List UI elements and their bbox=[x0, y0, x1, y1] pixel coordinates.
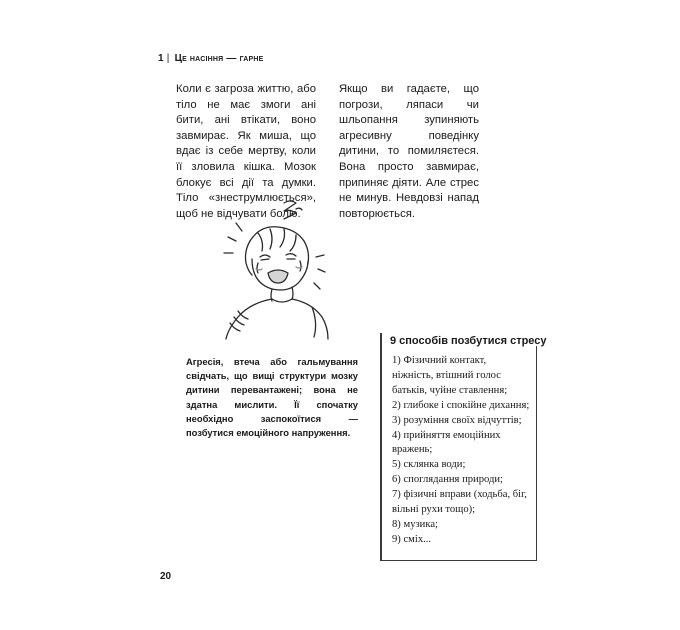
stress-tips-list bbox=[392, 354, 530, 548]
list-item-number: 3) bbox=[392, 414, 401, 426]
crying-child-illustration bbox=[188, 195, 333, 340]
paragraph-punishment: Якщо ви гадаєте, що погрози, ляпаси чи шльопання зупиняють агресивну поведінку дитини, то помиляєтеся. Вона просто завмирає, припиняє діяти. Але стрес не минув. Невдовзі напад повторюється. bbox=[339, 83, 479, 220]
chapter-title: Це насіння — гарне bbox=[174, 53, 264, 64]
list-item bbox=[392, 354, 530, 399]
list-item bbox=[392, 414, 530, 429]
list-item bbox=[392, 518, 530, 533]
list-item bbox=[392, 473, 530, 488]
list-item-number: 6) bbox=[392, 474, 401, 486]
list-item-text: склянка води; bbox=[403, 459, 466, 471]
list-item-text: фізичні вправи (ходьба, біг, вільні рухи тощо); bbox=[392, 489, 527, 516]
list-item-number: 8) bbox=[392, 518, 401, 530]
list-item-number: 5) bbox=[392, 459, 401, 471]
list-item-text: споглядання природи; bbox=[403, 474, 503, 486]
text-column-right bbox=[339, 82, 479, 222]
list-item-text: глибоке і спокійне дихання; bbox=[403, 399, 530, 411]
list-item bbox=[392, 429, 530, 459]
list-item-text: розуміння своїх відчуттів; bbox=[403, 414, 522, 426]
list-item-number: 9) bbox=[392, 533, 401, 545]
list-item-number: 4) bbox=[392, 429, 401, 441]
list-item bbox=[392, 458, 530, 473]
paragraph-freeze: Коли є загроза життю, або тіло не має змоги ані бити, ані втікати, воно завмирає. Як миша, що вдає із себе мертву, коли її зловила кішка. Мозок блокує всі дії та думки. Тіло «знеструмлюється», щоб не відчувати болю. bbox=[176, 83, 316, 220]
header-separator: | bbox=[166, 53, 170, 64]
list-item-text: музика; bbox=[403, 518, 438, 530]
stress-tips-title: 9 способів позбутися стресу bbox=[390, 335, 547, 347]
list-item-number: 2) bbox=[392, 399, 401, 411]
list-item-text: прийняття емоційних вражень; bbox=[392, 429, 501, 456]
list-item bbox=[392, 533, 530, 548]
list-item bbox=[392, 399, 530, 414]
list-item bbox=[392, 488, 530, 518]
running-header bbox=[158, 53, 264, 64]
list-item-text: сміх... bbox=[403, 533, 432, 545]
page-number: 20 bbox=[160, 571, 172, 582]
illustration-caption: Агресія, втеча або гальмування свідчать, що вищі структури мозку дитини перевантажені; вона не здатна мислити. Її спочатку необхідно заспокоїтися — позбутися емоційного напруження. bbox=[186, 356, 358, 439]
list-item-number: 1) bbox=[392, 355, 401, 366]
list-item-number: 7) bbox=[392, 489, 401, 501]
list-item-text: Фізичний контакт, ніжність, втішний голос батьків, чуйне ставлення; bbox=[392, 355, 508, 396]
chapter-number: 1 bbox=[158, 53, 164, 64]
